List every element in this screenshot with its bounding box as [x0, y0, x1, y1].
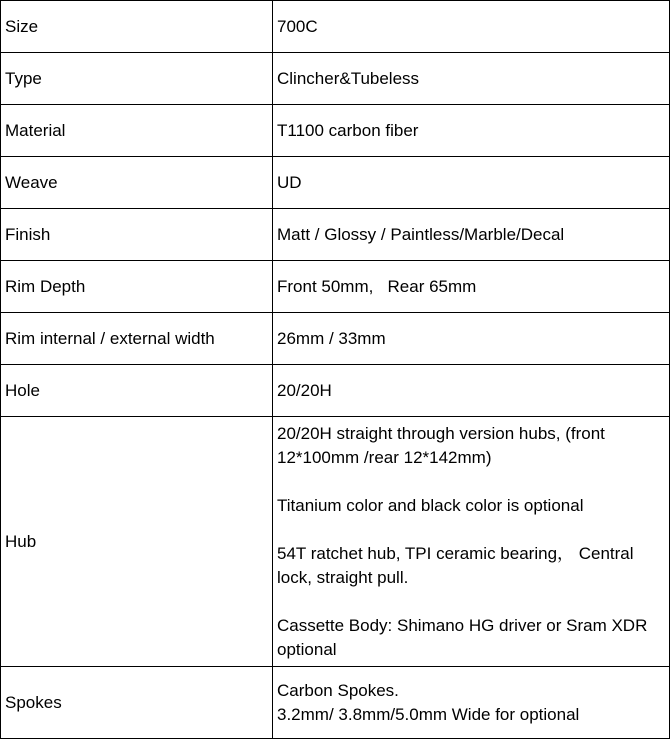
spec-label: Size [1, 1, 273, 53]
table-row-material [1, 105, 670, 157]
table-row-finish [1, 209, 670, 261]
table-row-type [1, 53, 670, 105]
table-row-weave [1, 157, 670, 209]
spec-label: Weave [1, 157, 273, 209]
spec-value [273, 667, 670, 739]
spec-label: Hole [1, 365, 273, 417]
spec-label: Spokes [1, 667, 273, 739]
spec-value: Clincher&Tubeless [273, 53, 670, 105]
spec-value: Front 50mm, Rear 65mm [273, 261, 670, 313]
table-row-spokes [1, 667, 670, 739]
spec-value: T1100 carbon fiber [273, 105, 670, 157]
spec-label: Hub [1, 417, 273, 667]
hub-paragraph: Titanium color and black color is optional [277, 495, 584, 515]
hub-paragraph: 20/20H straight through version hubs, (front 12*100mm /rear 12*142mm) [277, 423, 605, 467]
spec-label: Finish [1, 209, 273, 261]
spec-value: 26mm / 33mm [273, 313, 670, 365]
table-row-hub [1, 417, 670, 667]
spec-value: UD [273, 157, 670, 209]
spokes-line: 3.2mm/ 3.8mm/5.0mm Wide for optional [277, 704, 580, 724]
table-row-hole [1, 365, 670, 417]
spec-label: Type [1, 53, 273, 105]
spec-value: Matt / Glossy / Paintless/Marble/Decal [273, 209, 670, 261]
spokes-line: Carbon Spokes. [277, 680, 399, 700]
table-row-rim-width [1, 313, 670, 365]
table-row-rim-depth [1, 261, 670, 313]
hub-paragraph: Cassette Body: Shimano HG driver or Sram XDR optional [277, 615, 648, 659]
paragraph-gap [277, 518, 669, 542]
spec-value: 20/20H [273, 365, 670, 417]
spec-value: 700C [273, 1, 670, 53]
spec-label: Material [1, 105, 273, 157]
spec-value [273, 417, 670, 667]
spec-label: Rim Depth [1, 261, 273, 313]
paragraph-gap [277, 590, 669, 614]
hub-paragraph: 54T ratchet hub, TPI ceramic bearing， Central lock, straight pull. [277, 543, 634, 587]
table-row-size [1, 1, 670, 53]
spec-label: Rim internal / external width [1, 313, 273, 365]
paragraph-gap [277, 470, 669, 494]
